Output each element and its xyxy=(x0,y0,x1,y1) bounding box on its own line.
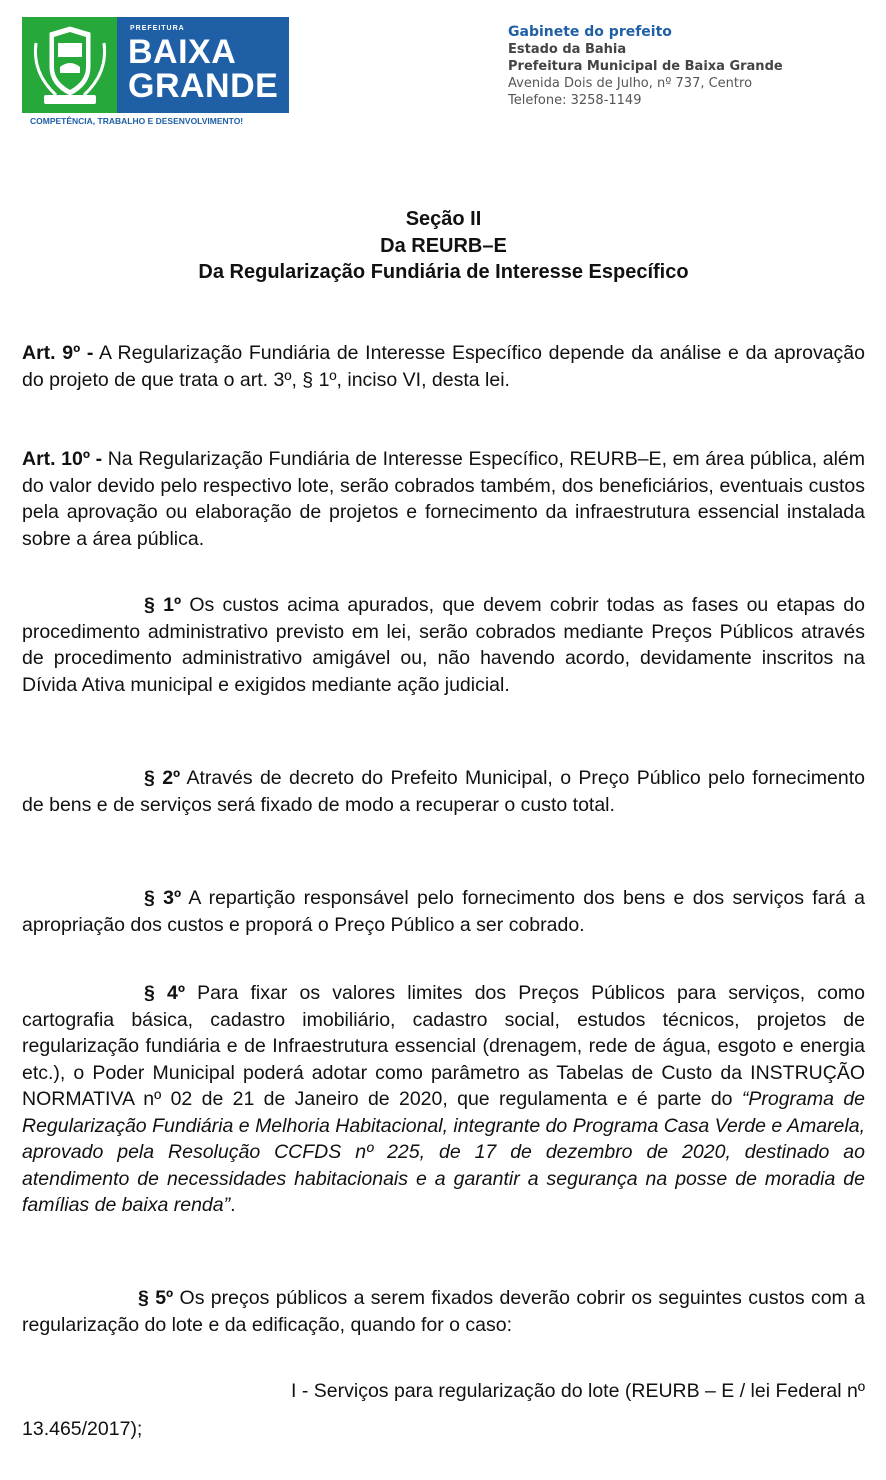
paragraph-5-label: § 5º xyxy=(138,1287,174,1309)
article-9-label: Art. 9º - xyxy=(22,342,94,364)
paragraph-5 xyxy=(22,1285,865,1338)
paragraph-2-label: § 2º xyxy=(144,767,181,789)
coat-of-arms-icon xyxy=(30,23,110,107)
paragraph-2 xyxy=(22,765,865,818)
article-10 xyxy=(22,446,865,552)
paragraph-2-text: Através de decreto do Prefeito Municipal, o Preço Público pelo fornecimento de bens e de serviços será fixado de modo a recuperar o custo total. xyxy=(22,767,866,816)
logo-slogan: COMPETÊNCIA, TRABALHO E DESENVOLVIMENTO! xyxy=(30,116,244,126)
paragraph-4-text: Para fixar os valores limites dos Preços Públicos para serviços, como cartografia básica, cadastro imobiliário, cadastro social, estudos técnicos, projetos de regularização fundiária e de Infraestrutura essencial (drenagem, rede de água, esgoto e energia etc.), o Poder Municipal poderá adotar como parâmetro as Tabelas de Custo da INSTRUÇÃO NORMATIVA nº 02 de 21 de Janeiro de 2020, que regulamenta e é parte do xyxy=(22,982,865,1110)
logo-city-line1: BAIXA xyxy=(128,33,237,71)
paragraph-4 xyxy=(22,980,865,1219)
paragraph-5-text: Os preços públicos a serem fixados deverão cobrir os seguintes custos com a regularização do lote e da edificação, quando for o caso: xyxy=(22,1287,865,1336)
office-title: Gabinete do prefeito xyxy=(508,24,672,40)
logo-prefeitura-text: PREFEITURA xyxy=(130,25,185,32)
paragraph-3 xyxy=(22,885,865,938)
paragraph-4-label: § 4º xyxy=(144,982,185,1004)
item-1-line1: I - Serviços para regularização do lote (REURB – E / lei Federal nº xyxy=(291,1380,865,1402)
section-heading xyxy=(22,206,865,286)
item-1-line2: 13.465/2017); xyxy=(22,1418,143,1440)
article-10-label: Art. 10º - xyxy=(22,448,103,470)
paragraph-1-label: § 1º xyxy=(144,594,182,616)
office-phone: Telefone: 3258-1149 xyxy=(508,93,642,108)
office-municipality: Prefeitura Municipal de Baixa Grande xyxy=(508,59,783,74)
paragraph-3-label: § 3º xyxy=(144,887,182,909)
section-number: Seção II xyxy=(405,208,482,230)
paragraph-1 xyxy=(22,592,865,698)
paragraph-1-text: Os custos acima apurados, que devem cobrir todas as fases ou etapas do procedimento administrativo previsto em lei, serão cobrados mediante Preços Públicos através de procedimento administrativo amigável ou, não havendo acordo, devidamente inscritos na Dívida Ativa municipal e exigidos mediante ação judicial. xyxy=(22,594,865,696)
paragraph-4-end: . xyxy=(230,1194,236,1216)
article-10-text: Na Regularização Fundiária de Interesse Específico, REURB–E, em área pública, além do valor devido pelo respectivo lote, serão cobrados também, dos beneficiários, eventuais custos pela aprovação ou elaboração de projetos e fornecimento da infraestrutura essencial instalada sobre a área pública. xyxy=(22,448,865,550)
paragraph-3-text: A repartição responsável pelo fornecimento dos bens e dos serviços fará a apropriação dos custos e proporá o Preço Público a ser cobrado. xyxy=(22,887,866,936)
office-address: Avenida Dois de Julho, nº 737, Centro xyxy=(508,76,753,91)
article-9-text: A Regularização Fundiária de Interesse Específico depende da análise e da aprovação do projeto de que trata o art. 3º, § 1º, inciso VI, desta lei. xyxy=(22,342,865,391)
office-address-block xyxy=(508,24,783,109)
office-state: Estado da Bahia xyxy=(508,42,627,57)
section-subtitle: Da REURB–E xyxy=(380,234,507,257)
municipal-logo xyxy=(22,17,289,113)
section-title: Da Regularização Fundiária de Interesse Específico xyxy=(198,261,689,283)
logo-crest-panel xyxy=(22,17,117,113)
article-9 xyxy=(22,340,865,393)
logo-city-line2: GRANDE xyxy=(128,67,279,105)
paragraph-4-quote: “Programa de Regularização Fundiária e Melhoria Habitacional, integrante do Programa Casa Verde e Amarela, aprovado pela Resolução CCFDS nº 225, de 17 de dezembro de 2020, destinado ao atendimento de necessidades habitacionais e a garantir a segurança na posse de moradia de famílias de baixa renda” xyxy=(22,1088,866,1216)
